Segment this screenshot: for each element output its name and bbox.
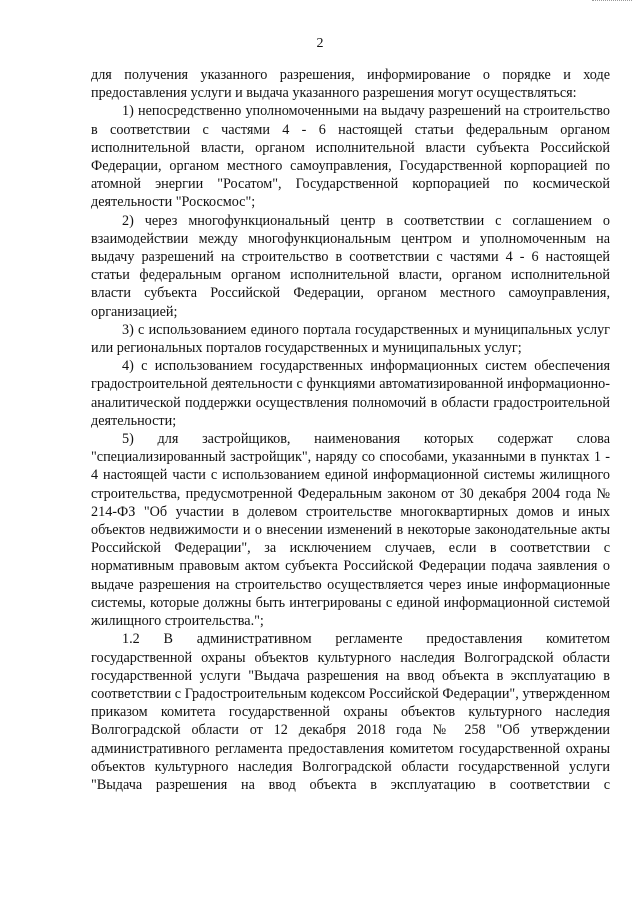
scan-artifact [592, 0, 632, 4]
page-number: 2 [316, 36, 324, 51]
paragraph-intro: для получения указанного разрешения, информирование о порядке и ходе предоставления услуги и выдача указанного разрешения могут осуществляться: [91, 67, 610, 102]
document-body [91, 66, 610, 794]
paragraph-section-1-2: 1.2 В административном регламенте предоставления комитетом государственной охраны объектов культурного наследия Волгоградской области государственной услуги "Выдача разрешения на ввод объекта в эксплуатацию в соответствии с Градостроительным кодексом Российской Федерации", утвержденном приказом комитета государственной охраны объектов культурного наследия Волгоградской области от 12 декабря 2018 года № 258 "Об утверждении административного регламента предоставления комитетом государственной охраны объектов культурного наследия Волгоградской области государственной услуги "Выдача разрешения на ввод объекта в эксплуатацию в соответствии с [91, 631, 610, 793]
paragraph-item-3: 3) с использованием единого портала государственных и муниципальных услуг или региональных порталов государственных и муниципальных услуг; [91, 321, 610, 357]
paragraph-item-5: 5) для застройщиков, наименования которых содержат слова "специализированный застройщик", наряду со способами, указанными в пунктах 1 - 4 настоящей части с использованием единой информационной системы жилищного строительства, предусмотренной Федеральным законом от 30 декабря 2004 года № 214-ФЗ "Об участии в долевом строительстве многоквартирных домов и иных объектов недвижимости и о внесении изменений в некоторые законодательные акты Российской Федерации", за исключением случаев, если в соответствии с нормативным правовым актом субъекта Российской Федерации подача заявления о выдаче разрешения на строительство осуществляется через иные информационные системы, которые должны быть интегрированы с единой информационной системой жилищного строительства."; [91, 431, 610, 630]
paragraph-item-1: 1) непосредственно уполномоченными на выдачу разрешений на строительство в соответствии с частями 4 - 6 настоящей статьи федеральным органом исполнительной власти, органом исполнительной власти субъекта Российской Федерации, органом местного самоуправления, Государственной корпорацией по атомной энергии "Росатом", Государственной корпорацией по космической деятельности "Роскосмос"; [91, 103, 610, 211]
paragraph-item-2: 2) через многофункциональный центр в соответствии с соглашением о взаимодействии между многофункциональным центром и уполномоченным на выдачу разрешений на строительство в соответствии с частями 4 - 6 настоящей статьи федеральным органом исполнительной власти, органом исполнительной власти субъекта Российской Федерации, органом местного самоуправления, организацией; [91, 212, 610, 320]
paragraph-item-4: 4) с использованием государственных информационных систем обеспечения градостроительной деятельности с функциями автоматизированной информационно-аналитической поддержки осуществления полномочий в области градостроительной деятельности; [91, 358, 610, 429]
